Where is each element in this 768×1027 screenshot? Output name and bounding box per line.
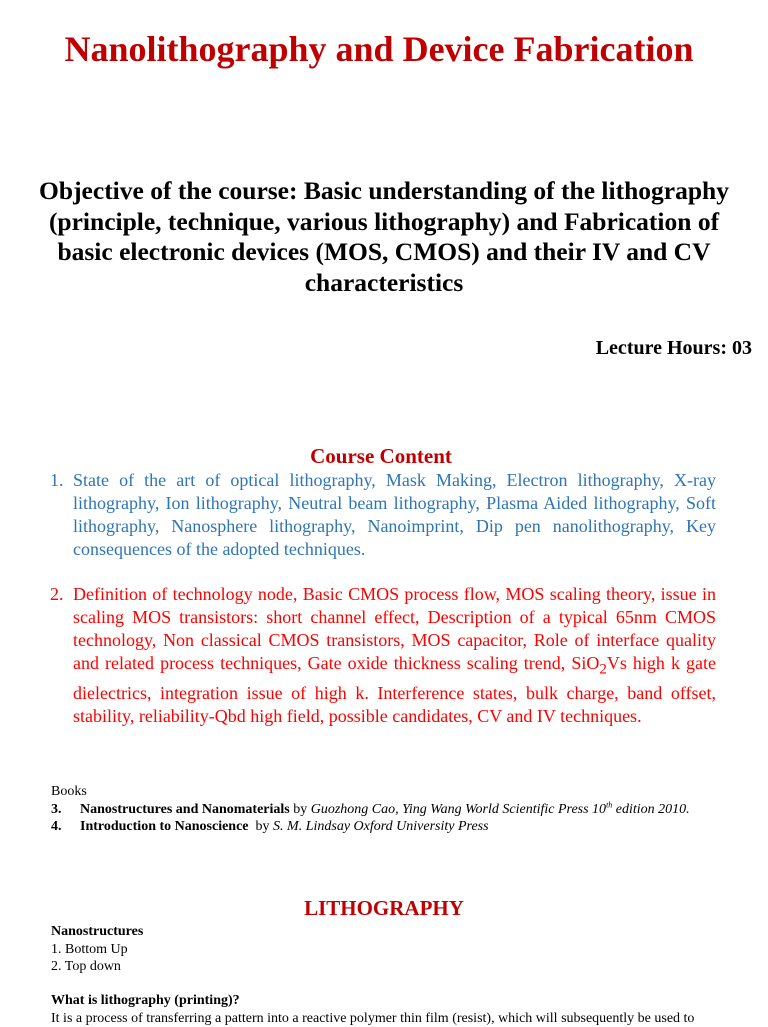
course-content-list <box>50 469 716 728</box>
book-number: 3. <box>51 801 62 819</box>
nanostructures-item: 1. Bottom Up <box>51 941 741 959</box>
books-heading: Books <box>51 783 741 801</box>
lithography-heading: LITHOGRAPHY <box>0 896 768 920</box>
subscript: 2 <box>599 662 607 678</box>
item-text-before: Definition of technology node, Basic CMOS process flow, MOS scaling theory, issue in scaling MOS transistors: short channel effect, Description of a typical 65nm CMOS technology, Non classical CMOS transistors, MOS capacitor, Role of interface quality and related process techniques, Gate oxide thickness scaling trend, SiO <box>73 584 716 673</box>
course-content-item-2 <box>50 583 716 728</box>
item-text: State of the art of optical lithography, Mask Making, Electron lithography, X-ray lithography, Ion lithography, Neutral beam lithography, Plasma Aided lithography, Soft lithography, Nanosphere lithography, Nanoimprint, Dip pen nanolithography, Key consequences of the adopted techniques. <box>73 470 716 559</box>
book-entry-4 <box>51 818 741 836</box>
course-content-heading: Course Content <box>0 444 762 468</box>
book-by: by <box>290 802 311 817</box>
book-title: Nanostructures and Nanomaterials <box>80 802 290 817</box>
item-text <box>73 584 716 726</box>
answer-text: It is a process of transferring a pattern into a reactive polymer thin film (resist), which will subsequently be used to <box>51 1010 741 1027</box>
book-title: Introduction to Nanoscience <box>80 819 249 834</box>
course-content-item-1 <box>50 469 716 561</box>
book-author <box>311 802 690 817</box>
question-heading: What is lithography (printing)? <box>51 992 741 1010</box>
book-author: S. M. Lindsay Oxford University Press <box>273 819 489 834</box>
superscript: th <box>606 800 612 809</box>
book-entry-3 <box>51 801 741 819</box>
book-number: 4. <box>51 818 62 836</box>
book-by: by <box>249 819 274 834</box>
item-number: 1. <box>50 469 64 492</box>
lecture-hours: Lecture Hours: 03 <box>596 336 752 360</box>
item-number: 2. <box>50 583 64 606</box>
books-section <box>51 783 741 836</box>
nanostructures-section <box>51 923 741 976</box>
nanostructures-item: 2. Top down <box>51 958 741 976</box>
book-author-text: Guozhong Cao, Ying Wang World Scientific Press 10 <box>311 802 606 817</box>
item-text-after: Vs high k gate dielectrics, integration issue of high k. Interference states, bulk charge, band offset, stability, reliability-Qbd high field, possible candidates, CV and IV techniques. <box>73 653 716 726</box>
course-objective: Objective of the course: Basic understanding of the lithography (principle, technique, various lithography) and Fabrication of basic electronic devices (MOS, CMOS) and their IV and CV characteristics <box>20 176 748 298</box>
document-title: Nanolithography and Device Fabrication <box>0 26 758 72</box>
what-is-lithography-section <box>51 992 741 1027</box>
nanostructures-heading: Nanostructures <box>51 923 741 941</box>
book-edition: edition 2010. <box>612 802 689 817</box>
